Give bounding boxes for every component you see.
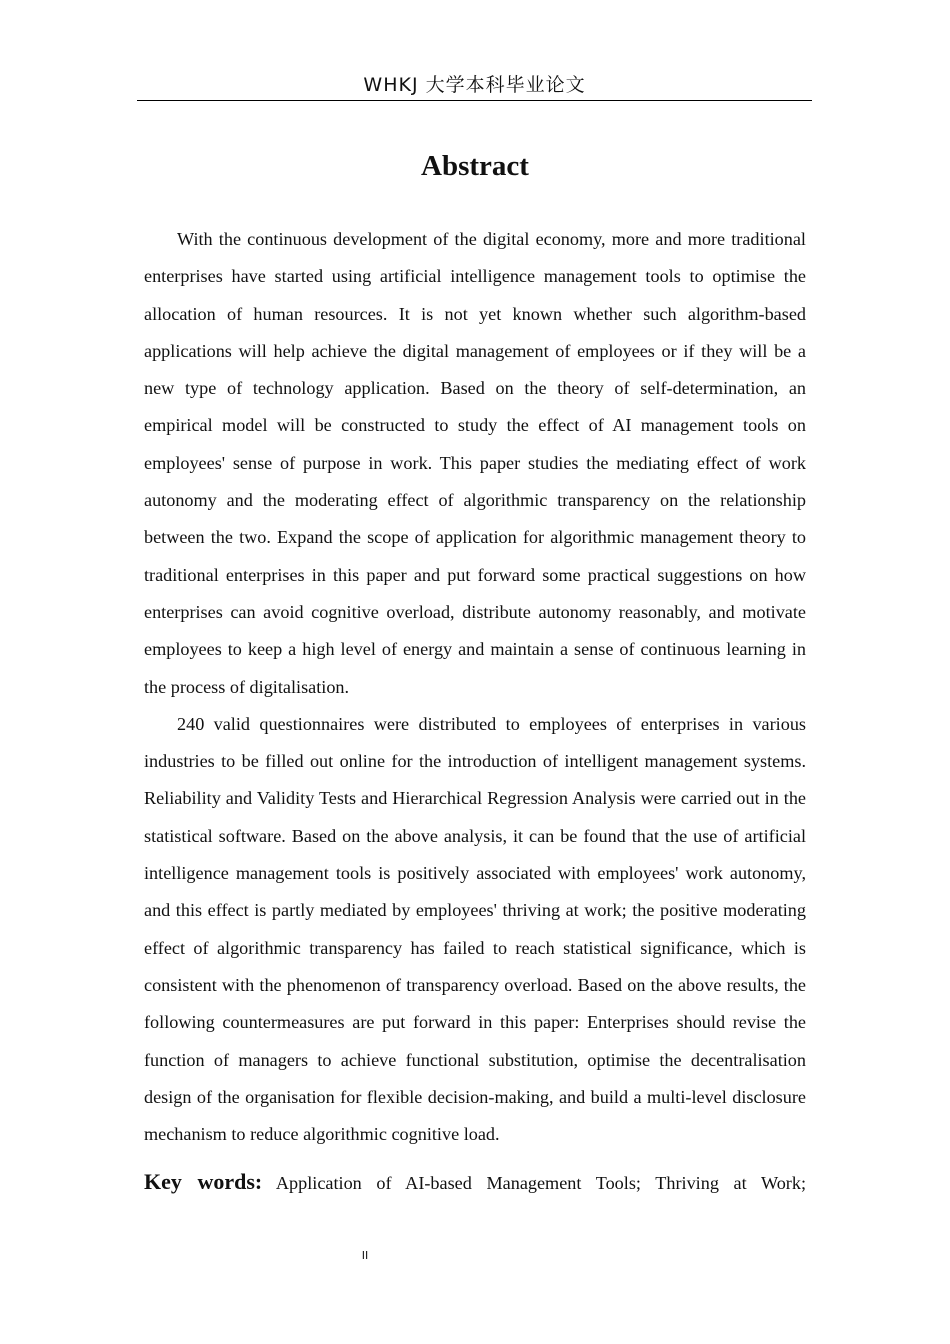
abstract-paragraph-2: 240 valid questionnaires were distributed to employees of enterprises in various industries to be filled out online for the introduction of intelligent management systems. Reliability and Validity Tests and Hierarchical Regression Analysis were carried out in the statistical software. Based on the above analysis, it can be found that the use of artificial intelligence management tools is positively associated with employees' work autonomy, and this effect is partly mediated by employees' thriving at work; the positive moderating effect of algorithmic transparency has failed to reach statistical significance, which is consistent with the phenomenon of transparency overload. Based on the above results, the following countermeasures are put forward in this paper: Enterprises should revise the function of managers to achieve functional substitution, optimise the decentralisation design of the organisation for flexible decision-making, and build a multi-level disclosure mechanism to reduce algorithmic cognitive load. bbox=[144, 713, 806, 1145]
keywords-line bbox=[144, 1163, 806, 1202]
abstract-paragraph-1: With the continuous development of the digital economy, more and more traditional enterprises have started using artificial intelligence management tools to optimise the allocation of human resources. It is not yet known whether such algorithm-based applications will help achieve the digital management of employees or if they will be a new type of technology application. Based on the theory of self-determination, an empirical model will be constructed to study the effect of AI management tools on employees' sense of purpose in work. This paper studies the mediating effect of work autonomy and the moderating effect of algorithmic transparency on the relationship between the two. Expand the scope of application for algorithmic management theory to traditional enterprises in this paper and put forward some practical suggestions on how enterprises can avoid cognitive overload, distribute autonomy reasonably, and motivate employees to keep a high level of energy and maintain a sense of continuous learning in the process of digitalisation. bbox=[144, 229, 806, 697]
keywords-text: Application of AI-based Management Tools; Thriving at Work; bbox=[275, 1173, 806, 1193]
keywords-label: Key words: bbox=[144, 1169, 263, 1194]
abstract-body bbox=[144, 221, 806, 1153]
page-number: II bbox=[361, 1249, 369, 1262]
running-header-text: WHKJ 大学本科毕业论文 bbox=[363, 74, 586, 96]
running-header bbox=[137, 72, 812, 101]
abstract-title: Abstract bbox=[421, 150, 529, 182]
